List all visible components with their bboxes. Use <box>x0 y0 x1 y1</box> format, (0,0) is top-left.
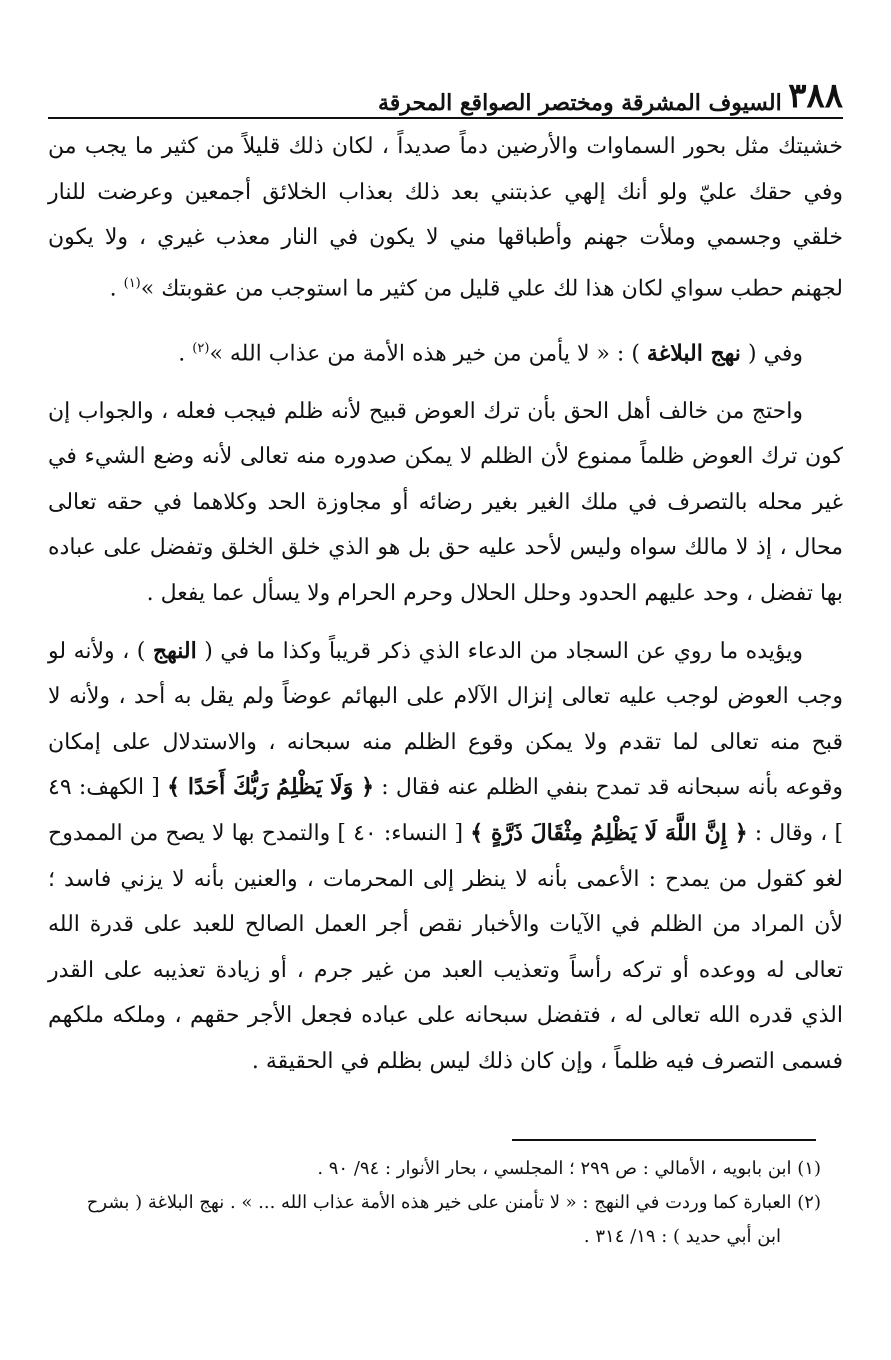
text-line: لو وجب العوض لوجب عليه تعالى إنزال الآلام على البهائم عوضاً ولم يقل به أحد ، <box>48 638 843 710</box>
footnotes <box>70 1152 821 1254</box>
paragraph-2: وفي ( نهج البلاغة ) : « لا يأمن من خير هذه الأمة من عذاب الله »$^{(٢)}$ . <box>178 340 803 367</box>
text-line: وملكه ملكهم فسمى التصرف فيه ظلماً ، وإن كان ذلك ليس بظلم في الحقيقة . <box>48 1003 843 1074</box>
quran-verse-1: ﴿ وَلَا يَظْلِمُ رَبُّكَ أَحَدًا ﴾ <box>167 774 375 801</box>
text-line: على القدر الذي قدره الله تعالى له ، فتفضل سبحانه على عباده فجعل الأجر حقهم ، <box>48 957 843 1029</box>
footnote-2: (٢) العبارة كما وردت في النهج : « لا تأمنن على خير هذه الأمة عذاب الله ... » . نهج البلاغة ( بشرح <box>86 1192 821 1213</box>
text-segment: وفي ( <box>747 341 803 367</box>
text-line: خلقي وجسمي وملأت جهنم وأطباقها مني لا يكون في النار معذب غيري ، ولا يكون <box>48 225 843 251</box>
text-segment: ) ، ولأنه <box>73 638 146 664</box>
text-line: والجواب إن كون ترك العوض ظلماً ممنوع لأن الظلم لا يمكن صدوره منه تعالى لأنه <box>48 398 843 470</box>
text-line: من وفي حقك عليّ ولو أنك إلهي عذبتني بعد ذلك بعذاب الخلائق أجمعين وعرضت للنار <box>48 134 843 205</box>
text-line: في حقه تعالى محال ، إذ لا مالك سواه وليس لأحد عليه حق بل هو الذي خلق الخلق <box>48 489 844 561</box>
text-segment: [ الكهف: ٤٩ ] ، وقال : <box>48 775 844 846</box>
text-line: خشيتك مثل بحور السماوات والأرضين دماً صديداً ، لكان ذلك قليلاً من كثير ما يجب <box>84 134 843 159</box>
text-line: يصح من الممدوح لغو كقول من يمدح : الأعمى بأنه لا ينظر إلى المحرمات ، والعنين بأنه <box>48 820 843 892</box>
footnote-rule <box>512 1139 816 1141</box>
footnote-1: (١) ابن بابويه ، الأمالي : ص ٢٩٩ ؛ المجلسي ، بحار الأنوار : ٩٤/ ٩٠ . <box>317 1158 821 1179</box>
text-line: وتفضل على عباده بها تفضل ، وحد عليهم الحدود وحلل الحلال وحرم الحرام ولا يسأل <box>48 535 843 606</box>
book-title: نهج البلاغة <box>646 340 741 367</box>
text-line: على قدرة الله تعالى له ووعده أو تركه رأساً وتعذيب العبد من غير جرم ، أو زيادة تعذيبه <box>48 912 843 983</box>
text-line: واحتج من خالف أهل الحق بأن ترك العوض قبيح لأنه ظلم فيجب فعله ، <box>161 398 803 424</box>
text-line: لجهنم حطب سواي لكان هذا لك علي قليل من كثير ما استوجب من عقوبتك » <box>140 276 843 302</box>
text-line: وضع الشيء في غير محله بالتصرف في ملك الغير بغير رضائه أو مجاوزة الحد وكلاهما <box>48 444 843 515</box>
page-number: ٣٨٨ <box>788 76 843 116</box>
header-rule <box>48 117 843 119</box>
text-line: لا يزني فاسد ؛ لأن المراد من الظلم في الآيات والأخبار نقص أجر العمل الصالح للعبد <box>48 866 844 938</box>
text-segment: [ النساء: ٤٠ ] والتمدح بها لا <box>211 820 464 846</box>
text-line: عما يفعل . <box>146 581 245 606</box>
running-title: السيوف المشرقة ومختصر الصواقع المحرقة <box>378 90 782 116</box>
paragraph-4 <box>48 629 843 1085</box>
paragraph-1: خشيتك مثل بحور السماوات والأرضين دماً صديداً ، لكان ذلك قليلاً من كثير ما يجب من وفي حقك عليّ ولو أنك إلهي عذبتني بعد ذلك بعذاب الخلائق أجمعين وعرضت للنار خلقي وجسمي وملأت جهنم وأطباقها مني لا يكون في النار معذب غيري ، ولا يكون لجهنم حطب سواي لكان هذا لك علي قليل من كثير ما استوجب من عقوبتك »$^{(١)}$ . <box>48 134 843 302</box>
text-line: ولأنه لا قبح منه تعالى لما تقدم ولا يمكن وقوع الظلم منه سبحانه ، والاستدلال على <box>48 684 844 755</box>
footnote-ref-2[interactable]: (٢) <box>192 340 210 356</box>
text-segment: إمكان وقوعه بأنه سبحانه قد تمدح بنفي الظلم عنه فقال : <box>48 729 843 801</box>
body-text <box>48 124 843 1085</box>
footnote-ref-1[interactable]: (١) <box>123 275 141 291</box>
book-title: النهج <box>152 637 197 664</box>
footnote-2-continued: ابن أبي حديد ) : ١٩/ ٣١٤ . <box>583 1226 781 1247</box>
quran-verse-2: ﴿ إِنَّ اللَّهَ لَا يَظْلِمُ مِثْقَالَ ذَرَّةٍ ﴾ <box>470 819 748 846</box>
paragraph-3 <box>48 389 843 617</box>
text-segment: ويؤيده ما روي عن السجاد من الدعاء الذي ذكر قريباً وكذا ما في ( <box>204 638 803 664</box>
page-header <box>48 72 843 116</box>
text-segment: ) : « لا يأمن من خير هذه الأمة من عذاب الله » <box>209 341 640 367</box>
